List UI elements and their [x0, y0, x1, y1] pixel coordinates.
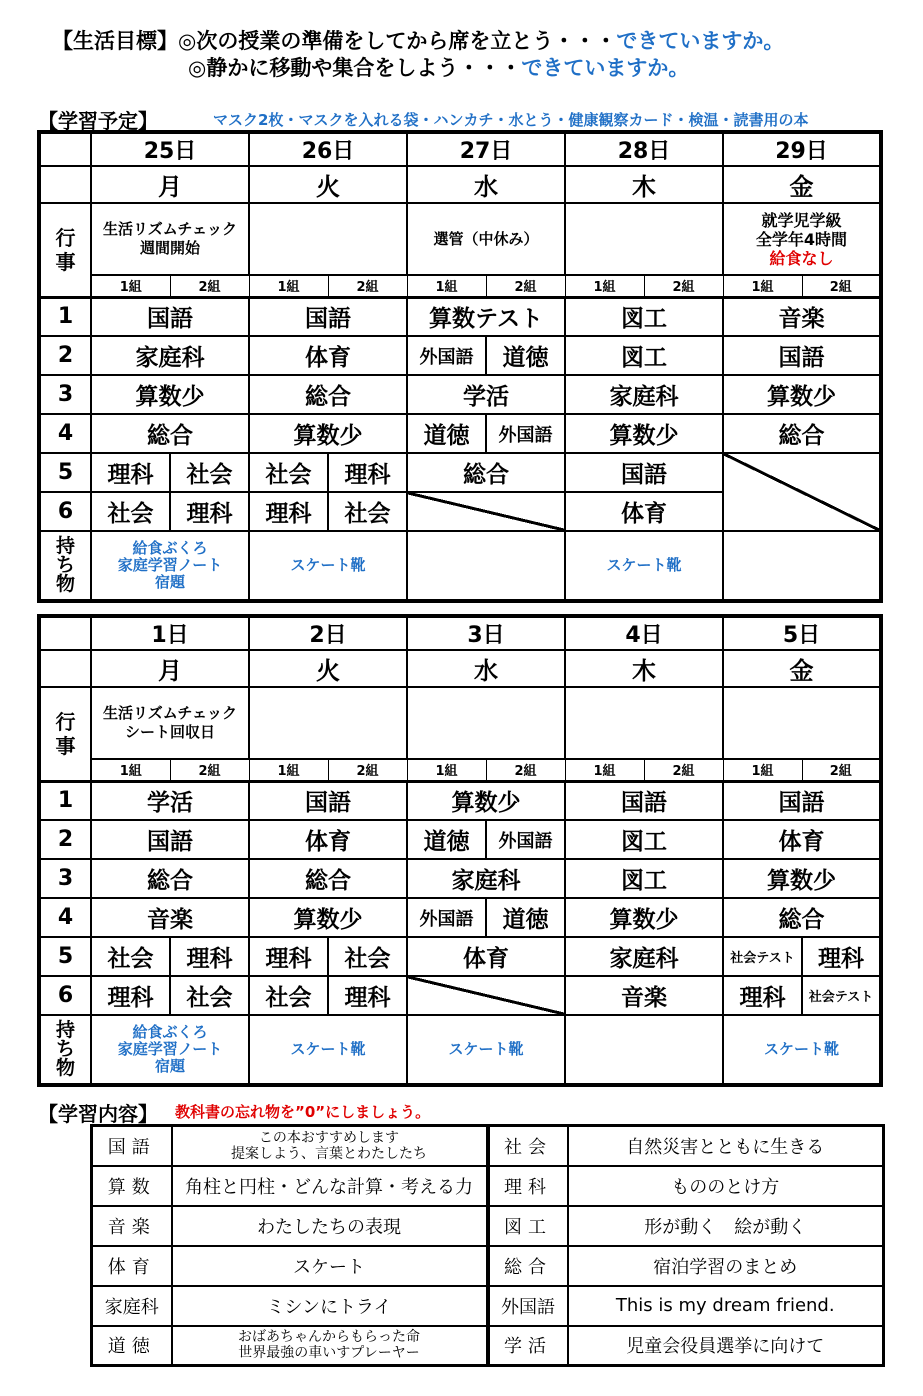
period-cell: 社会: [91, 937, 170, 976]
class-2-label: 2組: [644, 275, 723, 297]
period-number: 3: [39, 859, 91, 898]
period-number: 5: [39, 453, 91, 492]
content-row: [92, 1206, 884, 1246]
class-2-label: 2組: [802, 275, 881, 297]
period-cell: 理科: [249, 492, 328, 531]
period-cell: 外国語: [407, 336, 486, 375]
period-cell: 図工: [565, 859, 723, 898]
day-cell: 火: [249, 166, 407, 203]
subject-label: 図工: [488, 1206, 568, 1246]
subject-label: 道徳: [92, 1326, 172, 1366]
period-cell: 音楽: [565, 976, 723, 1015]
period-cell: 学活: [407, 375, 565, 414]
class-1-label: 1組: [249, 759, 328, 781]
subject-label: 学活: [488, 1326, 568, 1366]
day-cell: 金: [723, 650, 881, 687]
period-number: 4: [39, 414, 91, 453]
materials-label: 持 ち 物: [39, 1015, 91, 1085]
week2-schedule: [37, 614, 883, 1087]
period-number: 1: [39, 781, 91, 820]
content-cell: もののとけ方: [568, 1166, 884, 1206]
period-cell: 理科: [723, 976, 802, 1015]
date-cell: 3日: [407, 616, 565, 650]
schedule-header: 【学習予定】: [38, 109, 158, 133]
event-cell: [407, 687, 565, 759]
subject-label: 算数: [92, 1166, 172, 1206]
subject-label: 国語: [92, 1126, 172, 1166]
period-cell: 国語: [91, 820, 249, 859]
content-cell: スケート: [172, 1246, 488, 1286]
no-class-slash: [407, 492, 565, 531]
date-cell: 1日: [91, 616, 249, 650]
subject-label: 家庭科: [92, 1286, 172, 1326]
period-cell: 社会: [249, 976, 328, 1015]
period-cell: 社会: [170, 976, 249, 1015]
content-cell: 宿泊学習のまとめ: [568, 1246, 884, 1286]
date-cell: 28日: [565, 132, 723, 166]
period-cell: 道徳: [407, 820, 486, 859]
period-cell: 社会: [328, 492, 407, 531]
period-cell: 総合: [91, 859, 249, 898]
day-cell: 水: [407, 166, 565, 203]
period-number: 1: [39, 297, 91, 336]
materials-cell: [565, 1015, 723, 1085]
day-cell: 木: [565, 650, 723, 687]
period-cell: 算数少: [723, 375, 881, 414]
subject-label: 外国語: [488, 1286, 568, 1326]
class-1-label: 1組: [723, 275, 802, 297]
period-cell: 家庭科: [407, 859, 565, 898]
period-cell: 外国語: [407, 898, 486, 937]
event-label: 行 事: [39, 203, 91, 297]
content-header: 【学習内容】: [38, 1102, 158, 1126]
period-cell: 国語: [91, 297, 249, 336]
class-1-label: 1組: [407, 275, 486, 297]
period-cell: 算数少: [91, 375, 249, 414]
period-cell: 総合: [249, 375, 407, 414]
content-cell: 形が動く 絵が動く: [568, 1206, 884, 1246]
period-cell: 総合: [91, 414, 249, 453]
content-row: [92, 1286, 884, 1326]
no-class-slash: [723, 453, 881, 531]
period-cell: 家庭科: [565, 937, 723, 976]
period-cell: 理科: [170, 937, 249, 976]
day-cell: 月: [91, 650, 249, 687]
corner-cell: [39, 166, 91, 203]
period-number: 6: [39, 492, 91, 531]
corner-cell: [39, 650, 91, 687]
subject-label: 理科: [488, 1166, 568, 1206]
materials-cell: スケート靴: [249, 531, 407, 601]
materials-cell: スケート靴: [407, 1015, 565, 1085]
date-cell: 29日: [723, 132, 881, 166]
materials-cell: スケート靴: [565, 531, 723, 601]
period-cell: 社会: [91, 492, 170, 531]
day-cell: 木: [565, 166, 723, 203]
class-1-label: 1組: [91, 275, 170, 297]
event-cell: [249, 203, 407, 275]
class-1-label: 1組: [91, 759, 170, 781]
content-cell: This is my dream friend.: [568, 1286, 884, 1326]
period-number: 4: [39, 898, 91, 937]
event-cell: [565, 203, 723, 275]
period-cell: 理科: [249, 937, 328, 976]
date-cell: 4日: [565, 616, 723, 650]
class-1-label: 1組: [565, 759, 644, 781]
period-cell: 家庭科: [91, 336, 249, 375]
event-cell: 生活リズムチェック 週間開始: [91, 203, 249, 275]
class-2-label: 2組: [486, 275, 565, 297]
event-cell: [249, 687, 407, 759]
goal-line-1: 【生活目標】◎次の授業の準備をしてから席を立とう・・・できていますか。: [52, 29, 785, 53]
period-cell: 社会: [170, 453, 249, 492]
class-2-label: 2組: [170, 275, 249, 297]
event-cell: 就学児学級 全学年4時間 給食なし: [723, 203, 881, 275]
period-cell: 図工: [565, 820, 723, 859]
content-row: [92, 1166, 884, 1206]
materials-cell: [723, 531, 881, 601]
date-cell: 2日: [249, 616, 407, 650]
content-row: [92, 1326, 884, 1366]
day-cell: 火: [249, 650, 407, 687]
period-cell: 外国語: [486, 820, 565, 859]
period-cell: 図工: [565, 297, 723, 336]
class-2-label: 2組: [328, 759, 407, 781]
materials-cell: 給食ぶくろ 家庭学習ノート 宿題: [91, 1015, 249, 1085]
period-number: 6: [39, 976, 91, 1015]
period-cell: 算数少: [723, 859, 881, 898]
event-cell: [723, 687, 881, 759]
period-cell: 国語: [249, 297, 407, 336]
date-cell: 5日: [723, 616, 881, 650]
period-cell: 国語: [249, 781, 407, 820]
period-cell: 総合: [723, 414, 881, 453]
period-cell: 理科: [328, 976, 407, 1015]
date-cell: 25日: [91, 132, 249, 166]
class-1-label: 1組: [565, 275, 644, 297]
week1-schedule: [37, 130, 883, 603]
period-cell: 社会: [249, 453, 328, 492]
subject-label: 社会: [488, 1126, 568, 1166]
event-label: 行 事: [39, 687, 91, 781]
period-cell: 理科: [91, 976, 170, 1015]
period-cell: 体育: [249, 820, 407, 859]
period-cell: 体育: [249, 336, 407, 375]
period-cell: 算数少: [565, 898, 723, 937]
content-cell: おばあちゃんからもらった命 世界最強の車いすプレーヤー: [172, 1326, 488, 1366]
period-cell: 算数テスト: [407, 297, 565, 336]
subject-label: 総合: [488, 1246, 568, 1286]
schedule-note: マスク2枚・マスクを入れる袋・ハンカチ・水とう・健康観察カード・検温・読書用の本: [213, 111, 809, 129]
period-cell: 理科: [328, 453, 407, 492]
class-1-label: 1組: [723, 759, 802, 781]
materials-cell: スケート靴: [723, 1015, 881, 1085]
period-cell: 道徳: [486, 898, 565, 937]
period-cell: 道徳: [486, 336, 565, 375]
class-2-label: 2組: [170, 759, 249, 781]
period-cell: 総合: [723, 898, 881, 937]
period-cell: 総合: [249, 859, 407, 898]
subject-label: 体育: [92, 1246, 172, 1286]
date-cell: 26日: [249, 132, 407, 166]
class-1-label: 1組: [249, 275, 328, 297]
period-number: 2: [39, 820, 91, 859]
class-1-label: 1組: [407, 759, 486, 781]
period-number: 5: [39, 937, 91, 976]
period-cell: 学活: [91, 781, 249, 820]
period-cell: 外国語: [486, 414, 565, 453]
period-cell: 国語: [565, 781, 723, 820]
event-cell: [565, 687, 723, 759]
content-note: 教科書の忘れ物を”0”にしましょう。: [175, 1103, 431, 1121]
period-cell: 国語: [565, 453, 723, 492]
event-cell: 選管（中休み）: [407, 203, 565, 275]
period-cell: 道徳: [407, 414, 486, 453]
content-cell: 自然災害とともに生きる: [568, 1126, 884, 1166]
period-cell: 理科: [802, 937, 881, 976]
period-cell: 図工: [565, 336, 723, 375]
period-number: 2: [39, 336, 91, 375]
period-cell: 体育: [723, 820, 881, 859]
content-cell: 児童会役員選挙に向けて: [568, 1326, 884, 1366]
day-cell: 月: [91, 166, 249, 203]
no-class-slash: [407, 976, 565, 1015]
content-cell: この本おすすめします 提案しよう、言葉とわたしたち: [172, 1126, 488, 1166]
learning-content-table: [90, 1124, 885, 1367]
content-row: [92, 1126, 884, 1166]
period-cell: 理科: [91, 453, 170, 492]
period-cell: 社会テスト: [802, 976, 881, 1015]
period-cell: 音楽: [91, 898, 249, 937]
content-cell: ミシンにトライ: [172, 1286, 488, 1326]
day-cell: 水: [407, 650, 565, 687]
content-cell: 角柱と円柱・どんな計算・考える力: [172, 1166, 488, 1206]
period-cell: 社会: [328, 937, 407, 976]
period-cell: 算数少: [565, 414, 723, 453]
corner-cell: [39, 616, 91, 650]
materials-cell: 給食ぶくろ 家庭学習ノート 宿題: [91, 531, 249, 601]
materials-label: 持 ち 物: [39, 531, 91, 601]
goal-line-2: ◎静かに移動や集合をしよう・・・できていますか。: [188, 56, 690, 80]
day-cell: 金: [723, 166, 881, 203]
content-row: [92, 1246, 884, 1286]
class-2-label: 2組: [802, 759, 881, 781]
class-2-label: 2組: [644, 759, 723, 781]
event-cell: 生活リズムチェック シート回収日: [91, 687, 249, 759]
period-cell: 国語: [723, 781, 881, 820]
materials-cell: [407, 531, 565, 601]
period-cell: 社会テスト: [723, 937, 802, 976]
subject-label: 音楽: [92, 1206, 172, 1246]
period-cell: 算数少: [249, 898, 407, 937]
period-cell: 家庭科: [565, 375, 723, 414]
period-cell: 理科: [170, 492, 249, 531]
period-cell: 体育: [407, 937, 565, 976]
corner-cell: [39, 132, 91, 166]
period-cell: 総合: [407, 453, 565, 492]
class-2-label: 2組: [328, 275, 407, 297]
period-cell: 算数少: [407, 781, 565, 820]
no-lunch-note: 給食なし: [769, 248, 834, 268]
materials-cell: スケート靴: [249, 1015, 407, 1085]
period-cell: 国語: [723, 336, 881, 375]
content-cell: わたしたちの表現: [172, 1206, 488, 1246]
period-cell: 体育: [565, 492, 723, 531]
life-goals: [52, 28, 784, 82]
period-cell: 算数少: [249, 414, 407, 453]
class-2-label: 2組: [486, 759, 565, 781]
date-cell: 27日: [407, 132, 565, 166]
period-number: 3: [39, 375, 91, 414]
period-cell: 音楽: [723, 297, 881, 336]
